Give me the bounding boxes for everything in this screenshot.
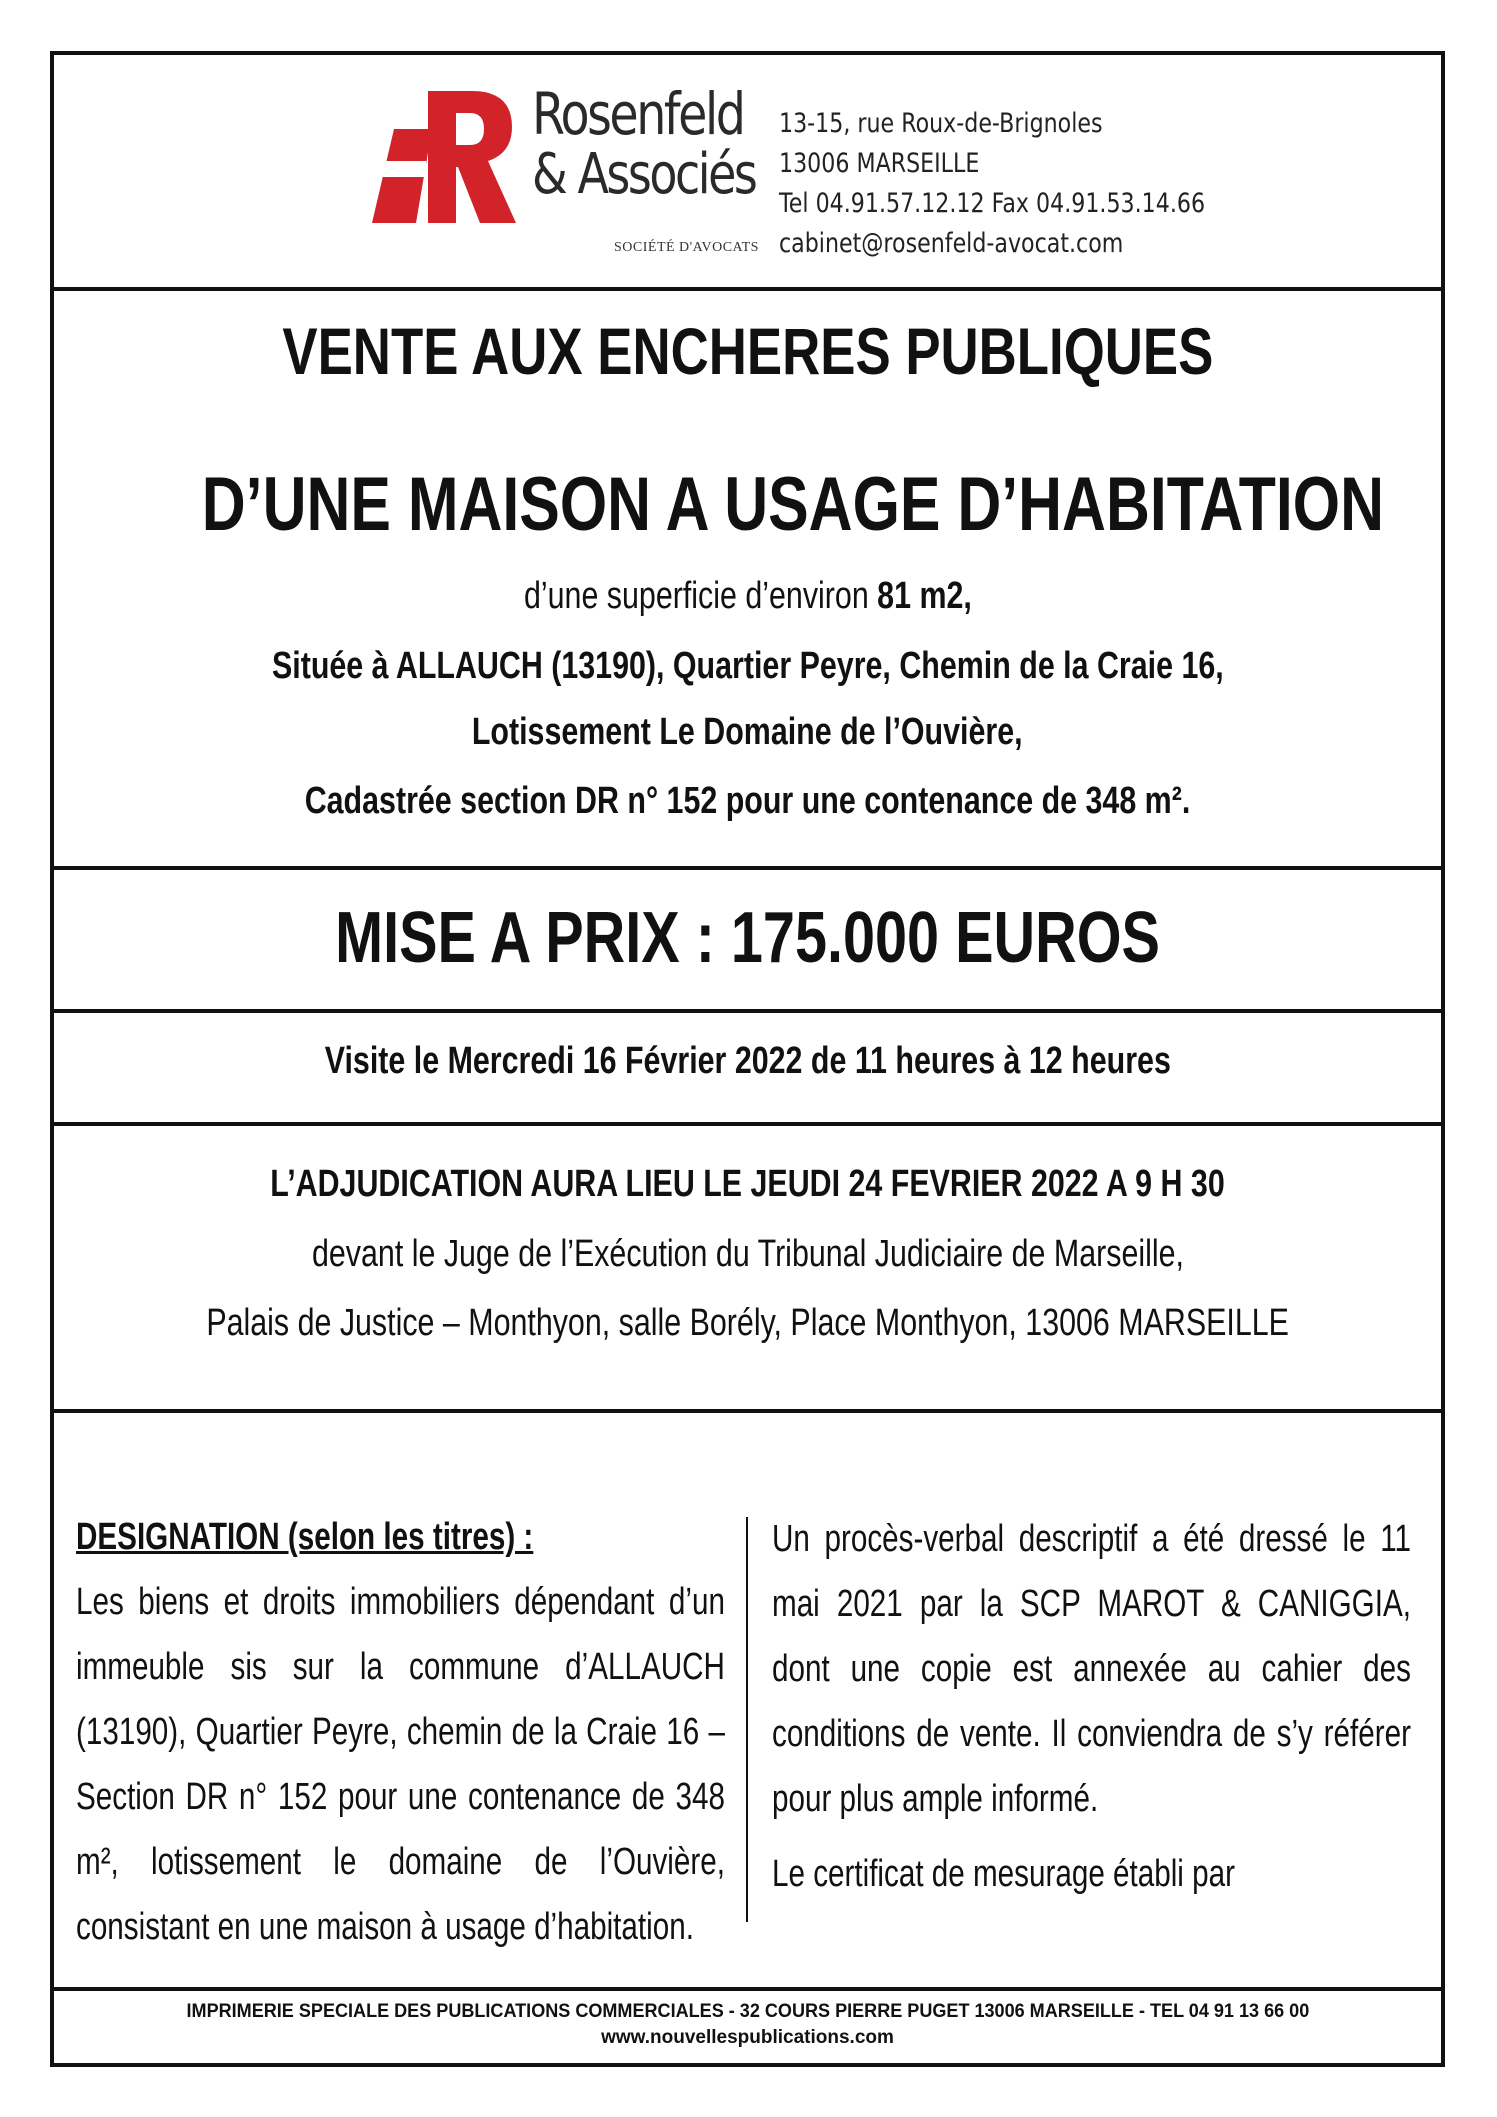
designation-column: [76, 1505, 726, 1960]
printer-line: IMPRIMERIE SPECIALE DES PUBLICATIONS COMMERCIALES - 32 COURS PIERRE PUGET 13006 MARSEILLE - TEL 04 91 13 66 00: [186, 2001, 1309, 2022]
proces-verbal-column: [772, 1507, 1412, 1907]
adjudication-line-1: devant le Juge de l’Exécution du Tribunal Judiciaire de Marseille,: [311, 1233, 1184, 1275]
designation-text: Les biens et droits immobiliers dépendant d’un immeuble sis sur la commune d’ALLAUCH (13190), Quartier Peyre, chemin de la Craie 16 – Section DR n° 152 pour une contenance de 348 m², lotissement le domaine de l’Ouvière, consistant en une maison à usage d’habitation.: [76, 1581, 725, 1948]
adjudication-line-2: Palais de Justice – Monthyon, salle Borély, Place Monthyon, 13006 MARSEILLE: [206, 1302, 1289, 1344]
cadastre-line: Cadastrée section DR n° 152 pour une contenance de 348 m².: [304, 780, 1191, 822]
starting-price: MISE A PRIX : 175.000 EUROS: [335, 898, 1160, 978]
firm-logo: [372, 91, 516, 223]
location-line: Située à ALLAUCH (13190), Quartier Peyre, Chemin de la Craie 16,: [271, 645, 1224, 687]
divider: [54, 1122, 1441, 1126]
address-line-2: 13006 MARSEILLE: [779, 148, 980, 179]
lotissement-line: Lotissement Le Domaine de l’Ouvière,: [472, 711, 1023, 753]
visit-line: Visite le Mercredi 16 Février 2022 de 11 heures à 12 heures: [324, 1040, 1171, 1082]
divider: [54, 287, 1441, 291]
address-line-1: 13-15, rue Roux-de-Brignoles: [779, 108, 1103, 139]
document-frame: [50, 51, 1445, 2067]
proces-verbal-text: Un procès-verbal descriptif a été dressé le 11 mai 2021 par la SCP MAROT & CANIGGIA, dont une copie est annexée au cahier des conditions de vente. Il conviendra de s’y référer pour plus ample informé.: [772, 1518, 1411, 1820]
column-separator: [746, 1517, 748, 1922]
surface-line: d’une superficie d’environ 81 m2,: [523, 575, 972, 617]
title-line-1: VENTE AUX ENCHERES PUBLIQUES: [281, 314, 1213, 388]
divider: [54, 866, 1441, 870]
phone-line: Tel 04.91.57.12.12 Fax 04.91.53.14.66: [779, 188, 1206, 219]
divider: [54, 1009, 1441, 1013]
divider: [54, 1987, 1441, 1991]
firm-subtitle: & Associés: [532, 142, 756, 207]
logo-letter-r: [428, 91, 516, 223]
adjudication-heading: L’ADJUDICATION AURA LIEU LE JEUDI 24 FEVRIER 2022 A 9 H 30: [270, 1163, 1225, 1205]
firm-type: SOCIÉTÉ D'AVOCATS: [614, 240, 759, 255]
title-line-2: D’UNE MAISON A USAGE D’HABITATION: [201, 462, 1385, 547]
email: cabinet@rosenfeld-avocat.com: [779, 228, 1124, 259]
website-link[interactable]: www.nouvellespublications.com: [601, 2027, 894, 2048]
designation-title: DESIGNATION (selon les titres) :: [76, 1516, 534, 1558]
mesurage-text: Le certificat de mesurage établi par: [772, 1853, 1235, 1895]
divider: [54, 1409, 1441, 1413]
firm-name: Rosenfeld: [532, 80, 744, 148]
